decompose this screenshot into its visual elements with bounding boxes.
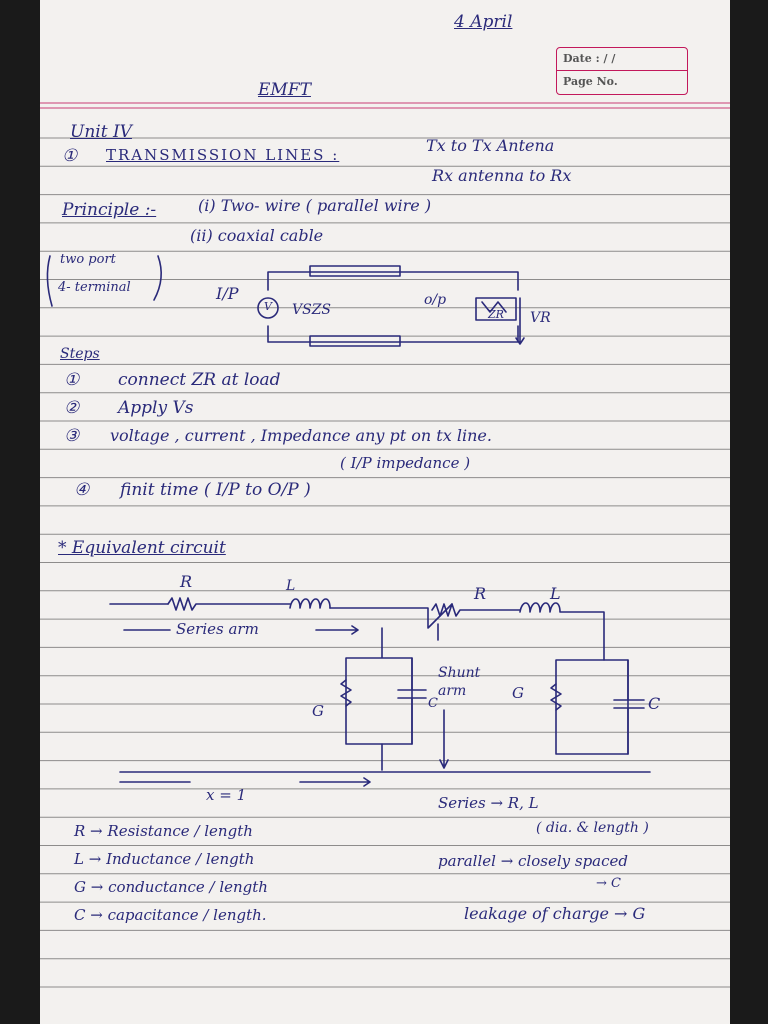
step-text: finit time ( I/P to O/P ) (120, 480, 311, 500)
definition-item: L → Inductance / length (74, 850, 255, 868)
topic-number: ① (62, 146, 78, 166)
side-note-1: two port (60, 252, 116, 267)
principle-item-1: (i) Two- wire ( parallel wire ) (198, 196, 432, 215)
side-note-2: 4- terminal (58, 280, 131, 295)
page-no-label: Page No. (563, 75, 618, 88)
steps-heading: Steps (60, 346, 100, 362)
series-sub: ( dia. & length ) (536, 820, 649, 836)
topic-note-2: Rx antenna to Rx (432, 166, 572, 185)
step-text: ( I/P impedance ) (340, 454, 471, 472)
step-text: voltage , current , Impedance any pt on tx line. (110, 426, 492, 445)
c2-label: C (648, 694, 661, 713)
series-arm-label: Series arm (176, 620, 259, 638)
step-number: ③ (64, 426, 80, 446)
load-label: ZR (488, 308, 504, 321)
principle-item-2: (ii) coaxial cable (190, 226, 324, 245)
x-label: x = 1 (206, 786, 247, 804)
unit-label: Unit IV (70, 122, 132, 142)
topic-note-1: Tx to Tx Antena (426, 136, 555, 155)
shunt-arm-label: Shunt arm (438, 665, 481, 699)
date-box (556, 47, 688, 95)
step-number: ④ (74, 480, 90, 500)
g1-label: G (312, 702, 324, 720)
l2-label: L (550, 584, 561, 603)
subject-title: EMFT (258, 80, 311, 100)
equivalent-circuit (40, 560, 730, 820)
l1-label: L (286, 578, 296, 594)
definition-item: R → Resistance / length (74, 822, 253, 840)
step-number: ① (64, 370, 80, 390)
leakage-note: leakage of charge → G (464, 904, 646, 923)
two-wire-circuit (40, 250, 730, 370)
g2-label: G (512, 684, 524, 702)
parallel-sub: → C (596, 876, 621, 891)
principle-label: Principle :- (62, 200, 157, 220)
topic-title: TRANSMISSION LINES : (106, 146, 340, 164)
notebook-page (40, 0, 730, 1024)
definition-item: G → conductance / length (74, 878, 268, 896)
step-number: ② (64, 398, 80, 418)
handwritten-date: 4 April (454, 12, 513, 32)
definition-item: C → capacitance / length. (74, 906, 267, 924)
step-text: Apply Vs (118, 398, 194, 418)
date-box-label: Date : / / (557, 48, 687, 71)
series-note: Series → R, L (438, 794, 539, 812)
vr-label: VR (530, 310, 551, 326)
source-desc: VSZS (292, 302, 332, 318)
r1-label: R (180, 572, 193, 591)
equivalent-heading: * Equivalent circuit (58, 538, 226, 558)
op-label: o/p (424, 292, 447, 308)
ip-label: I/P (216, 284, 239, 303)
source-label: V (264, 300, 272, 313)
parallel-note: parallel → closely spaced (438, 852, 628, 870)
r2-label: R (474, 584, 487, 603)
c1-label: C (428, 696, 438, 711)
step-text: connect ZR at load (118, 370, 281, 390)
